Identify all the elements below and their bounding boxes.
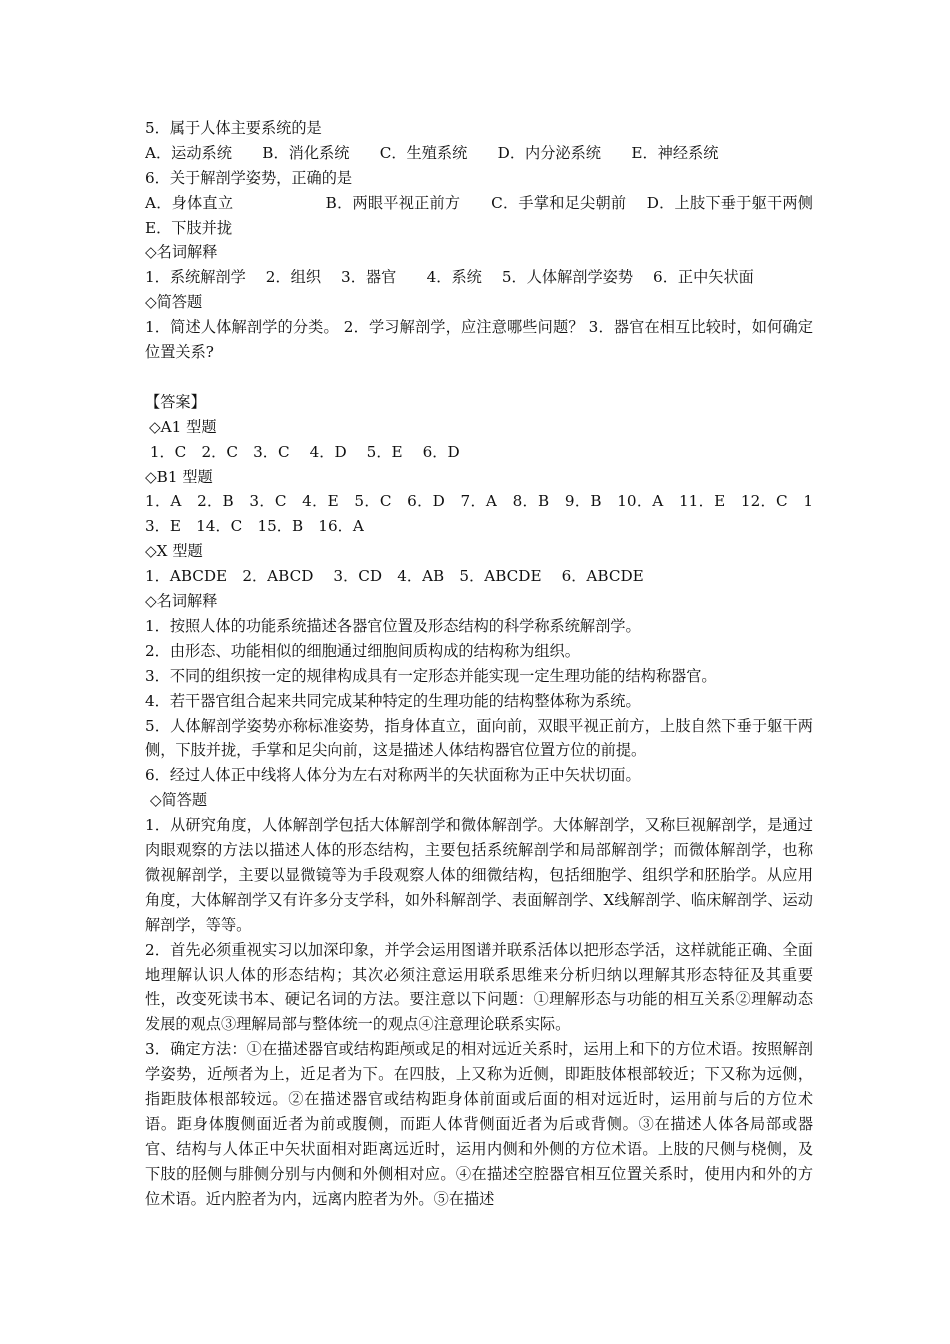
- answer-term-4: 4．若干器官组合起来共同完成某种特定的生理功能的结构整体称为系统。: [145, 691, 641, 710]
- answer-term-5: 5．人体解剖学姿势亦称标准姿势，指身体直立，面向前，双眼平视正前方，上肢自然下垂于躯干两侧，下肢并拢，手掌和足尖向前，这是描述人体结构器官位置方位的前提。: [145, 716, 813, 760]
- document-page: [145, 116, 844, 1212]
- question-6-title: 6．关于解剖学姿势，正确的是: [145, 168, 353, 187]
- answers-x-list: 1．ABCDE 2．ABCD 3．CD 4．AB 5．ABCDE 6．ABCDE: [145, 567, 644, 586]
- question-5-title: 5．属于人体主要系统的是: [145, 119, 322, 137]
- answer-short-2: 2．首先必须重视实习以加深印象，并学会运用图谱并联系活体以把形态学活，这样就能正确、全面地理解认识人体的形态结构；其次必须注意运用联系思维来分析归纳以理解其形态特征及其重要性，改变死读书本、硬记名词的方法。要注意以下问题：①理解形态与功能的相互关系②理解动态发展的观点③理解局部与整体统一的观点④注意理论联系实际。: [145, 940, 813, 1034]
- question-5-options: A．运动系统 B．消化系统 C．生殖系统 D．内分泌系统 E．神经系统: [145, 143, 719, 162]
- answers-x-heading: ◇X 型题: [145, 542, 203, 561]
- terms-list: 1．系统解剖学 2．组织 3．器官 4．系统 5．人体解剖学姿势 6．正中矢状面: [145, 268, 754, 287]
- answer-term-3: 3．不同的组织按一定的规律构成具有一定形态并能实现一定生理功能的结构称器官。: [145, 666, 717, 685]
- answer-term-1: 1．按照人体的功能系统描述各器官位置及形态结构的科学称系统解剖学。: [145, 616, 641, 635]
- answers-terms-heading: ◇名词解释: [145, 592, 218, 611]
- short-answer-heading: ◇简答题: [145, 293, 203, 312]
- answers-a1-list: 1．C 2．C 3．C 4．D 5．E 6．D: [145, 442, 460, 461]
- answer-short-1: 1．从研究角度，人体解剖学包括大体解剖学和微体解剖学。大体解剖学，又称巨视解剖学，是通过肉眼观察的方法以描述人体的形态结构，主要包括系统解剖学和局部解剖学；而微体解剖学，也称微视解剖学，主要以显微镜等为手段观察人体的细微结构，包括细胞学、组织学和胚胎学。从应用角度，大体解剖学又有许多分支学科，如外科解剖学、表面解剖学、X线解剖学、临床解剖学、运动解剖学，等等。: [145, 816, 813, 934]
- answers-heading: 【答案】: [145, 392, 206, 411]
- answers-short-heading: ◇简答题: [145, 791, 208, 810]
- answer-term-6: 6．经过人体正中线将人体分为左右对称两半的矢状面称为正中矢状切面。: [145, 766, 641, 785]
- short-answer-list: 1．简述人体解剖学的分类。 2．学习解剖学，应注意哪些问题？ 3．器官在相互比较时，如何确定位置关系?: [145, 318, 813, 362]
- spacer: [145, 365, 813, 390]
- answers-b1-heading: ◇B1 型题: [145, 467, 213, 486]
- answers-b1-list: 1．A 2．B 3．C 4．E 5．C 6．D 7．A 8．B 9．B 10．A 11．E 12．C 13．E 14．C 15．B 16．A: [145, 492, 813, 536]
- answer-term-2: 2．由形态、功能相似的细胞通过细胞间质构成的结构称为组织。: [145, 641, 580, 660]
- question-6-options: A．身体直立 B．两眼平视正前方 C．手掌和足尖朝前 D．上肢下垂于躯干两侧 E．下肢并拢: [145, 193, 844, 237]
- answer-short-3: 3．确定方法：①在描述器官或结构距颅或足的相对远近关系时，运用上和下的方位术语。按照解剖学姿势，近颅者为上，近足者为下。在四肢，上又称为近侧，即距肢体根部较近；下又称为远侧，指距肢体根部较远。②在描述器官或结构距身体前面或后面的相对远近时，运用前与后的方位术语。距身体腹侧面近者为前或腹侧，而距人体背侧面近者为后或背侧。③在描述人体各局部或器官、结构与人体正中矢状面相对距离远近时，运用内侧和外侧的方位术语。上肢的尺侧与桡侧，及下肢的胫侧与腓侧分别与内侧和外侧相对应。④在描述空腔器官相互位置关系时，使用内和外的方位术语。近内腔者为内，远离内腔者为外。⑤在描述: [145, 1040, 813, 1208]
- terms-heading: ◇名词解释: [145, 243, 218, 262]
- answers-a1-heading: ◇A1 型题: [149, 417, 217, 436]
